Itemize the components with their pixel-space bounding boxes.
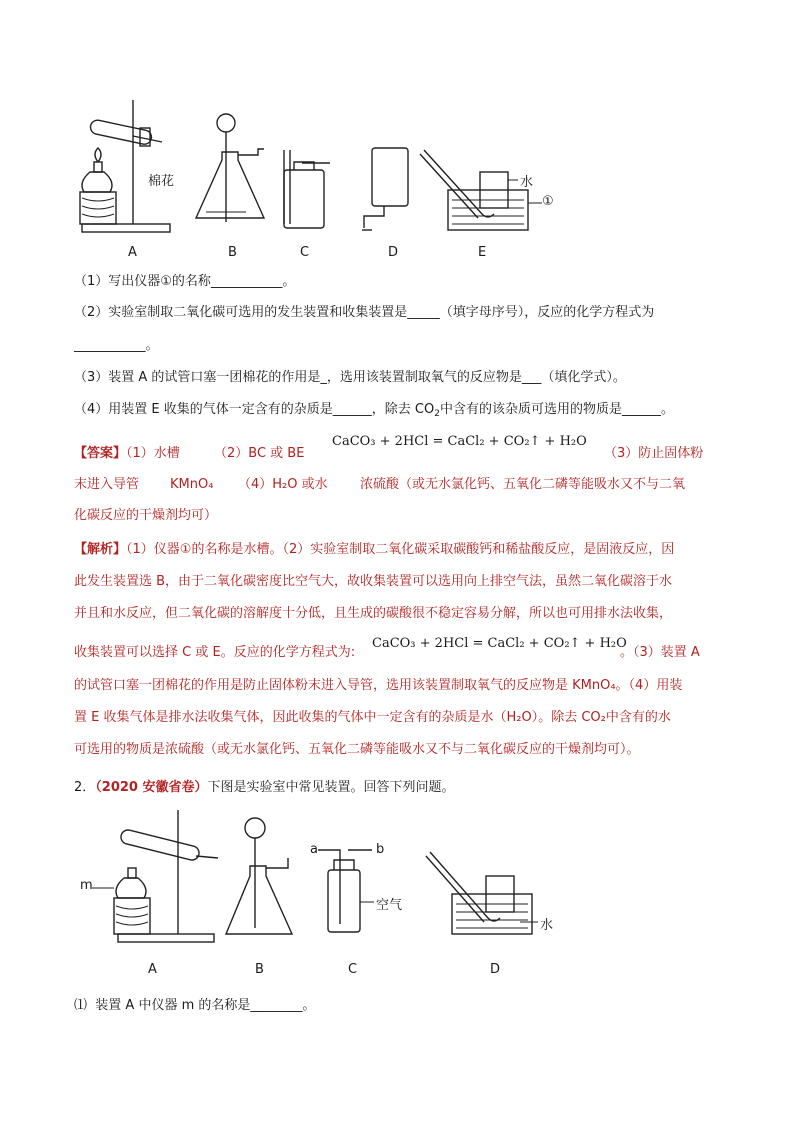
answer-equation: CaCO₃ + 2HCl = CaCl₂ + CO₂↑ + H₂O — [332, 434, 587, 449]
q2-label-m: m — [80, 878, 93, 893]
answer-line-1 — [74, 444, 180, 464]
apparatus-a — [80, 100, 170, 232]
q1-part-4-sub: 2 — [434, 409, 440, 419]
figure-label-c: C — [300, 245, 310, 260]
q2-figure-label-d: D — [490, 962, 501, 977]
q1-part-4-b: 中含有的该杂质可选用的物质是______。 — [439, 402, 674, 417]
figure-1-apparatus — [0, 0, 794, 270]
q2-label-b-port: b — [376, 842, 385, 857]
figure-label-e: E — [478, 245, 487, 260]
answer-3: （3）防止固体粉 — [604, 446, 704, 461]
q2-apparatus-a — [92, 810, 218, 942]
figure-label-a: A — [128, 245, 137, 260]
q1-part-4 — [74, 400, 674, 424]
q1-part-4-a: （4）用装置 E 收集的气体一定含有的杂质是______，除去 CO — [74, 402, 435, 417]
analysis-line-6: 置 E 收集气体是排水法收集气体，因此收集的气体中一定含有的杂质是水（H₂O）。除去 CO₂中含有的水 — [74, 710, 671, 725]
q2-apparatus-d — [426, 852, 538, 934]
q2-stem: 下图是实验室中常见装置。回答下列问题。 — [207, 780, 455, 795]
q2-source: （2020 安徽省卷） — [95, 780, 208, 795]
q2-apparatus-b — [226, 818, 292, 934]
analysis-line-5: 的试管口塞一团棉花的作用是防止固体粉末进入导管，选用该装置制取氧气的反应物是 KMnO₄。（4）用装 — [74, 678, 683, 693]
analysis-line-4-b: 。（3）装置 A — [620, 645, 700, 660]
q2-sub-1 — [74, 996, 315, 1016]
q2-sub-1-text: 装置 A 中仪器 m 的名称是________。 — [95, 998, 316, 1013]
analysis-line-1 — [74, 540, 674, 560]
answer-line-3: 化碳反应的干燥剂均可） — [74, 508, 218, 523]
apparatus-e — [420, 150, 542, 230]
q2-figure-label-b: B — [255, 962, 264, 977]
q2-sub-1-number: ⑴ — [74, 998, 88, 1013]
answer-kmno4: KMnO₄ — [170, 477, 214, 492]
analysis-line-7: 可选用的物质是浓硫酸（或无水氯化钙、五氧化二磷等能吸水又不与二氧化碳反应的干燥剂均可）。 — [74, 742, 640, 757]
apparatus-d — [362, 148, 408, 230]
q2-figure-label-c: C — [348, 962, 358, 977]
apparatus-c — [284, 150, 330, 228]
analysis-line-2: 此发生装置选 B，由于二氧化碳密度比空气大，故收集装置可以选用向上排空气法，虽然二氧化碳溶于水 — [74, 574, 673, 589]
label-marker-1: ① — [542, 194, 554, 209]
analysis-tag: 【解析】 — [74, 542, 127, 557]
q2-label-air: 空气 — [376, 898, 403, 913]
analysis-line-4-a: 收集装置可以选择 C 或 E。反应的化学方程式为: — [74, 645, 356, 660]
analysis-line-3: 并且和水反应，但二氧化碳的溶解度十分低，且生成的碳酸很不稳定容易分解，所以也可用排水法收集， — [74, 606, 673, 621]
figure-label-d: D — [388, 245, 399, 260]
label-cotton: 棉花 — [148, 174, 175, 189]
answer-1: （1）水槽 — [126, 446, 180, 461]
q1-part-2-blank: ___________。 — [74, 338, 159, 353]
q2-label-a-port: a — [310, 842, 318, 857]
q2-number: 2． — [74, 780, 96, 795]
answer-2: （2）BC 或 BE — [214, 446, 305, 461]
answer-line-2-b: （4）H₂O 或水 — [238, 477, 328, 492]
q2-apparatus-c — [318, 850, 374, 932]
q2-stem-line — [74, 778, 455, 798]
q2-label-water: 水 — [540, 918, 554, 933]
answer-line-2-a: 末进入导管 — [74, 477, 140, 492]
q1-part-3: （3）装置 A 的试管口塞一团棉花的作用是_，选用该装置制取氧气的反应物是___（填化学式）。 — [74, 370, 626, 385]
apparatus-b — [196, 114, 264, 222]
analysis-equation: CaCO₃ + 2HCl = CaCl₂ + CO₂↑ + H₂O — [372, 636, 627, 651]
answer-tag: 【答案】 — [74, 446, 127, 461]
q1-part-1: （1）写出仪器①的名称___________。 — [74, 274, 296, 289]
q2-figure-label-a: A — [148, 962, 157, 977]
label-water: 水 — [520, 175, 534, 190]
answer-line-2-c: 浓硫酸（或无水氯化钙、五氧化二磷等能吸水又不与二氧 — [360, 477, 686, 492]
q1-part-2: （2）实验室制取二氧化碳可选用的发生装置和收集装置是_____（填字母序号），反应的化学方程式为 — [74, 305, 655, 320]
analysis-text-1: （1）仪器①的名称是水槽。（2）实验室制取二氧化碳采取碳酸钙和稀盐酸反应，是固液反应，因 — [126, 542, 675, 557]
figure-label-b: B — [228, 245, 237, 260]
